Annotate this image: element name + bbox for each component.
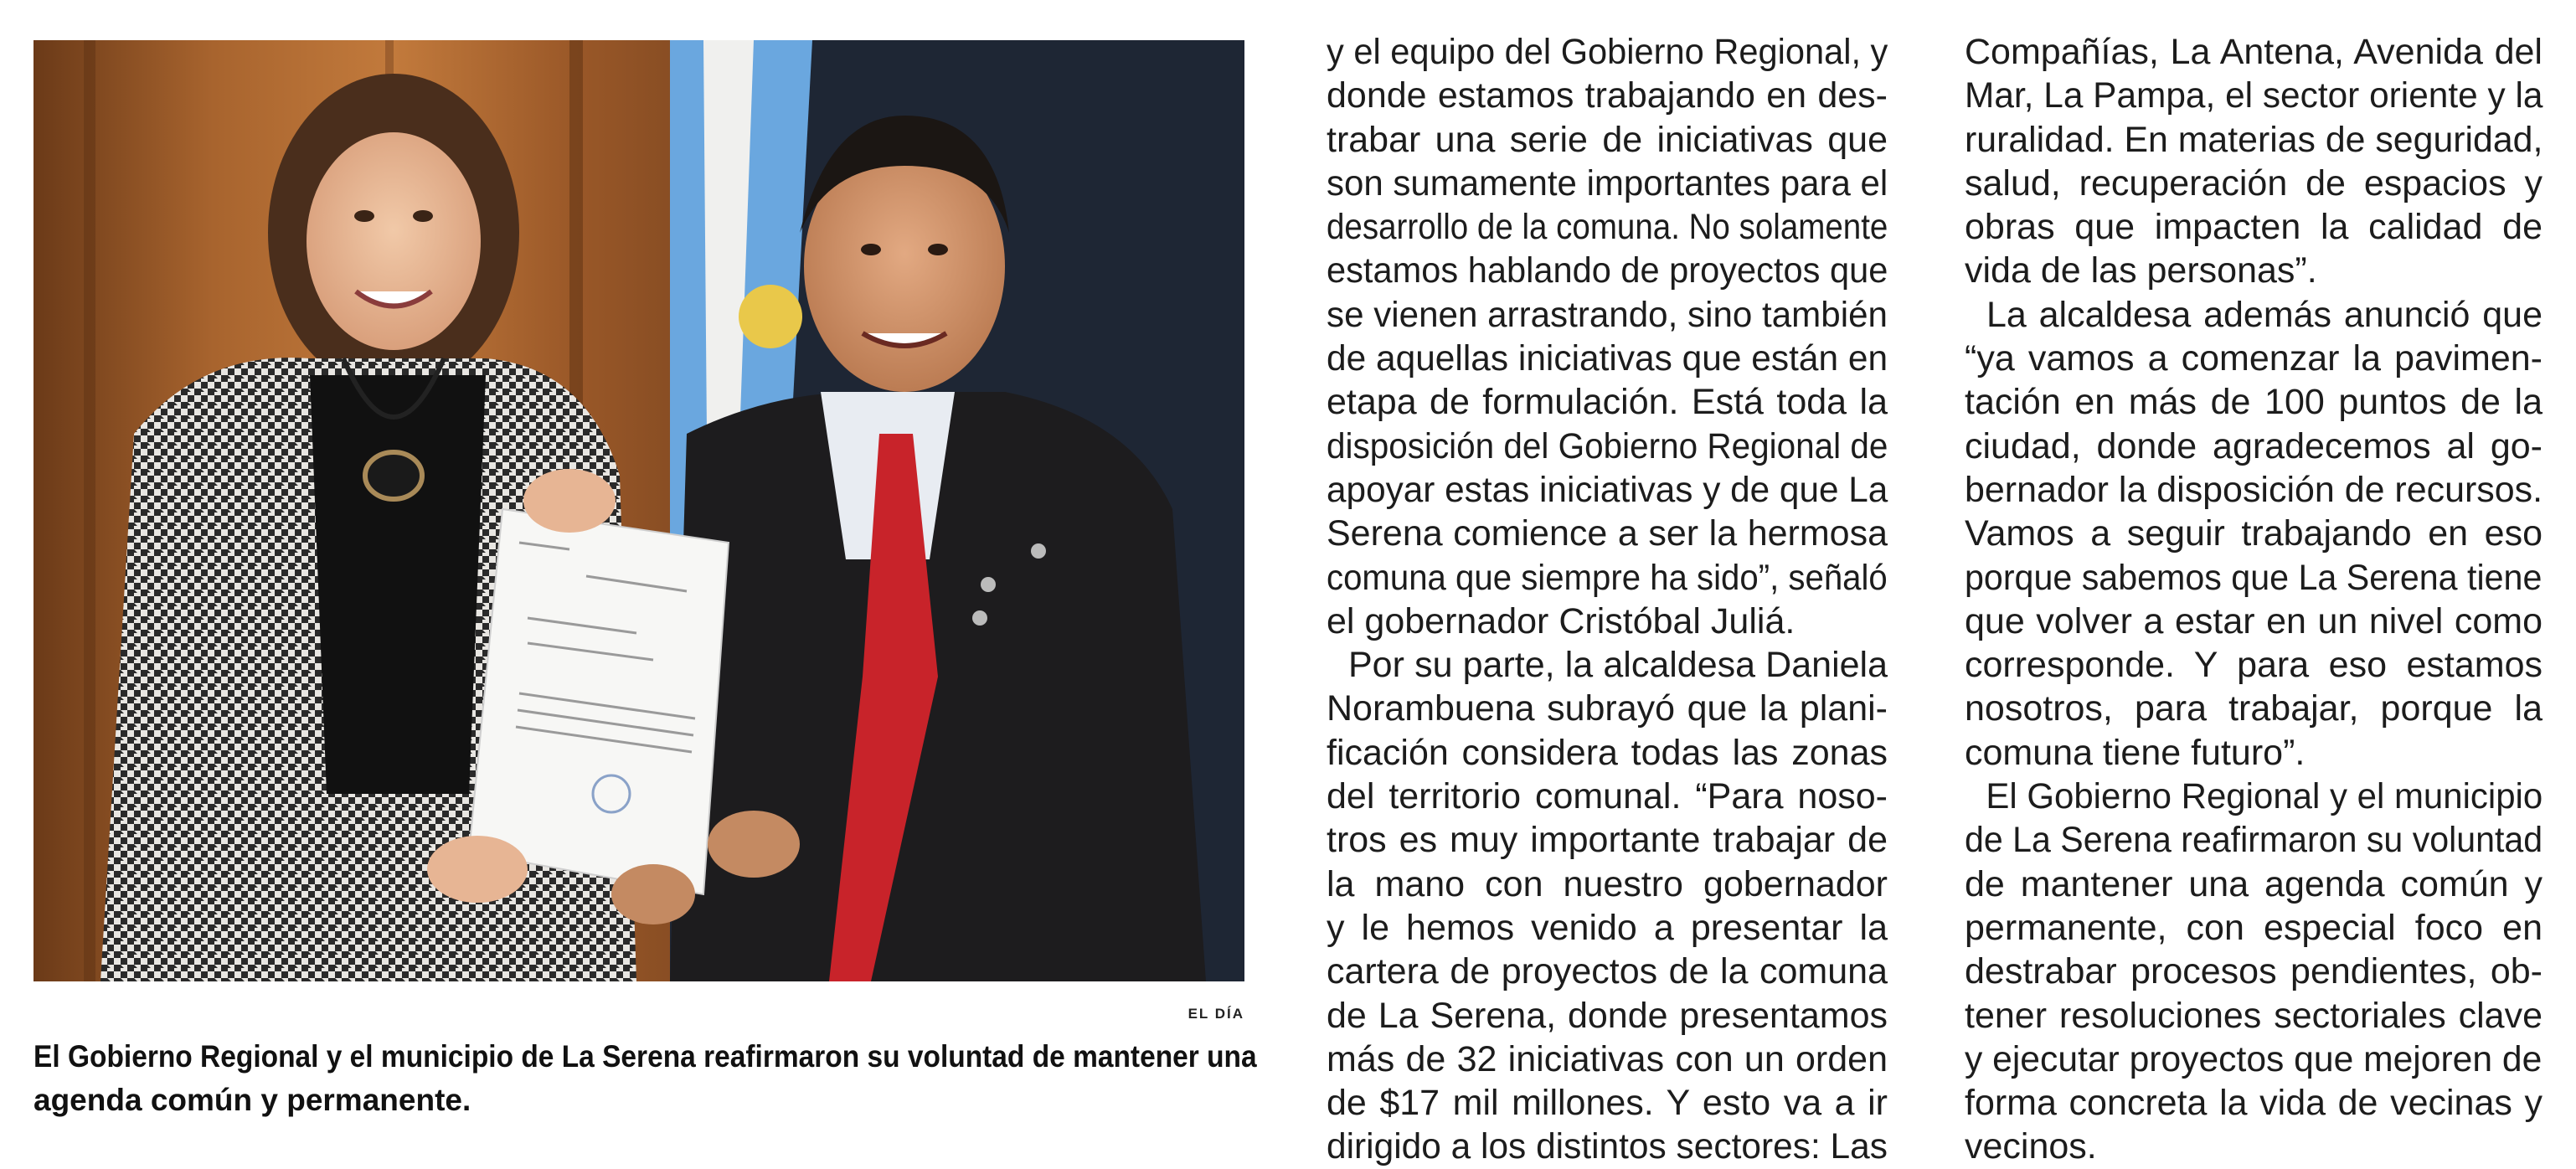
news-photo: [33, 40, 1244, 981]
article-line: y ejecutar proyectos que mejoren de: [1965, 1038, 2543, 1079]
article-line: Por su parte, la alcaldesa Daniela: [1348, 645, 1888, 686]
article-line: Compañías, La Antena, Avenida del: [1965, 32, 2543, 72]
photo-caption: [33, 1033, 1256, 1121]
article-line: El Gobierno Regional y el municipio: [1986, 776, 2543, 817]
article-line: de La Serena, donde presentamos: [1327, 995, 1888, 1036]
article-line: y le hemos venido a presentar la: [1327, 907, 1888, 948]
article-line: y el equipo del Gobierno Regional, y: [1327, 32, 1888, 72]
article-column-1: [1327, 30, 1888, 1169]
article-line: porque sabemos que La Serena tiene: [1965, 557, 2543, 598]
article-line: obras que impacten la calidad de: [1965, 207, 2543, 248]
article-line: forma concreta la vida de vecinas y: [1965, 1083, 2543, 1124]
article-line: donde estamos trabajando en des-: [1327, 75, 1888, 116]
article-line: de La Serena reafirmaron su voluntad: [1965, 820, 2543, 861]
article-line: trabar una serie de iniciativas que: [1327, 119, 1888, 160]
article-line: comuna que siempre ha sido”, señaló: [1327, 557, 1888, 598]
article-line: etapa de formulación. Está toda la: [1327, 382, 1888, 423]
article-line: ficación considera todas las zonas: [1327, 732, 1888, 773]
article-line: de $17 mil millones. Y esto va a ir: [1327, 1083, 1888, 1124]
article-line: nosotros, para trabajar, porque la: [1965, 688, 2543, 729]
article-line: se vienen arrastrando, sino también: [1327, 294, 1888, 335]
article-line: desarrollo de la comuna. No solamente: [1327, 207, 1888, 248]
article-line: son sumamente importantes para el: [1327, 162, 1888, 203]
article-line: cartera de proyectos de la comuna: [1327, 951, 1888, 992]
article-line: La alcaldesa además anunció que: [1986, 294, 2543, 335]
article-line: corresponde. Y para eso estamos: [1965, 645, 2543, 686]
article-line: más de 32 iniciativas con un orden: [1327, 1038, 1888, 1079]
article-line: ruralidad. En materias de seguridad,: [1965, 119, 2543, 160]
article-line: permanente, con especial foco en: [1965, 907, 2543, 948]
article-line: ciudad, donde agradecemos al go-: [1965, 425, 2543, 466]
article-line: del territorio comunal. “Para noso-: [1327, 776, 1888, 817]
article-line: tros es muy importante trabajar de: [1327, 820, 1888, 861]
article-line: la mano con nuestro gobernador: [1327, 863, 1888, 904]
caption-line: El Gobierno Regional y el municipio de La Serena reafirmaron su voluntad de mantener una: [33, 1039, 1257, 1074]
article-line: apoyar estas iniciativas y de que La: [1327, 469, 1888, 510]
article-line: comuna tiene futuro”.: [1965, 732, 2306, 773]
article-line: dirigido a los distintos sectores: Las: [1327, 1126, 1888, 1167]
article-line: “ya vamos a comenzar la pavimen-: [1965, 338, 2543, 379]
article-line: tación en más de 100 puntos de la: [1965, 382, 2543, 423]
article-line: Norambuena subrayó que la plani-: [1327, 688, 1888, 729]
photo-credit: EL DÍA: [1188, 1006, 1244, 1022]
article-line: de aquellas iniciativas que están en: [1327, 338, 1888, 379]
article-line: Serena comience a ser la hermosa: [1327, 513, 1888, 554]
article-line: de mantener una agenda común y: [1965, 863, 2543, 904]
article-line: estamos hablando de proyectos que: [1327, 250, 1888, 291]
article-line: bernador la disposición de recursos.: [1965, 469, 2543, 510]
article-line: tener resoluciones sectoriales clave: [1965, 995, 2543, 1036]
article-line: disposición del Gobierno Regional de: [1327, 425, 1888, 466]
article-column-2: [1965, 30, 2543, 1169]
article-line: vida de las personas”.: [1965, 250, 2317, 291]
article-line: salud, recuperación de espacios y: [1965, 162, 2543, 203]
caption-line: agenda común y permanente.: [33, 1083, 471, 1118]
article-line: vecinos.: [1965, 1126, 2097, 1167]
article-line: Vamos a seguir trabajando en eso: [1965, 513, 2543, 554]
article-line: que volver a estar en un nivel como: [1965, 600, 2543, 641]
photo-illustration: [33, 40, 1244, 981]
article-line: el gobernador Cristóbal Juliá.: [1327, 600, 1795, 641]
article-line: destrabar procesos pendientes, ob-: [1965, 951, 2543, 992]
article-line: Mar, La Pampa, el sector oriente y la: [1965, 75, 2543, 116]
